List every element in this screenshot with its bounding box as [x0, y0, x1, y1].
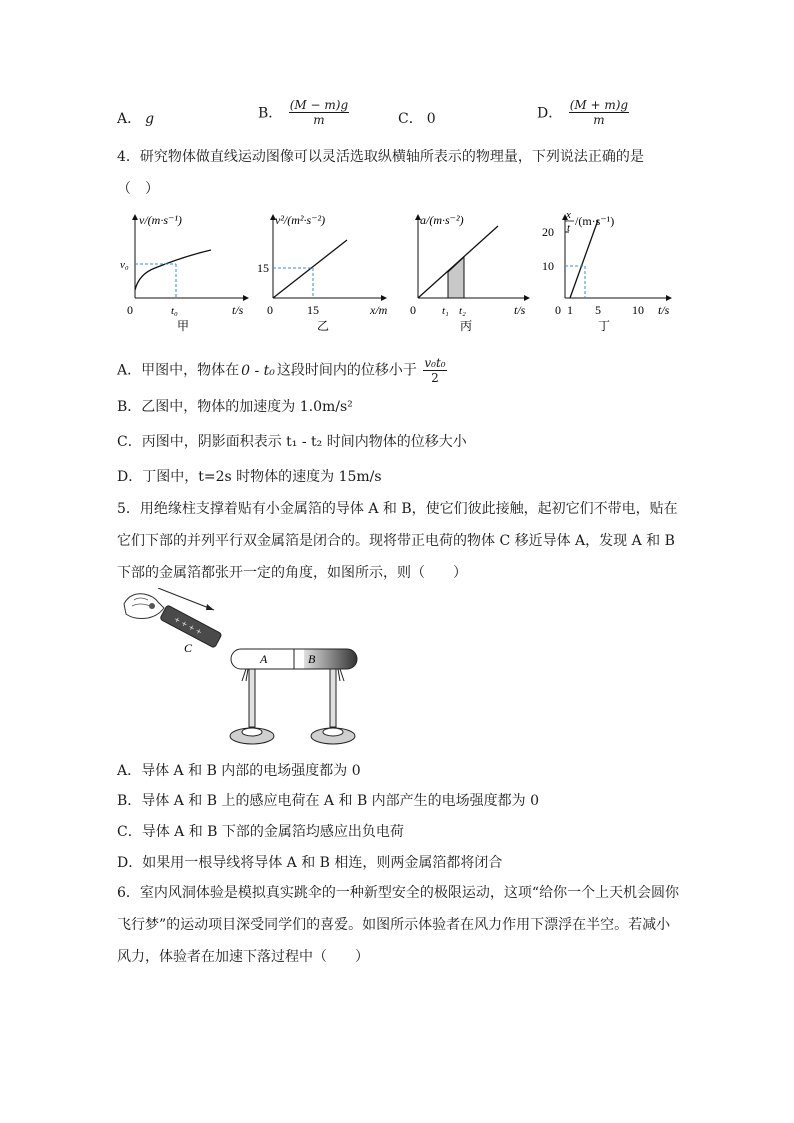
- graph-ding: [540, 208, 680, 338]
- q6-stem-line-2: 飞行梦”的运动项目深受同学们的喜爱。如图所示体验者在风力作用下漂浮在半空。若减小: [117, 917, 671, 933]
- jia-origin: 0: [127, 303, 133, 317]
- ding-caption: 丁: [598, 319, 611, 333]
- yi-xval: 15: [307, 303, 319, 317]
- q5-option-c: C．导体 A 和 B 下部的金属箔均感应出负电荷: [117, 824, 404, 840]
- label-a: A: [260, 652, 268, 666]
- ding-x10: 10: [632, 303, 644, 317]
- q6-stem-line-1: 6．室内风洞体验是模拟真实跳伞的一种新型安全的极限运动，这项“给你一个上天机会圆你: [117, 885, 680, 901]
- label-c: C: [184, 641, 193, 655]
- label-b: B: [308, 652, 316, 666]
- jia-ylabel: v/(m·s⁻¹): [139, 213, 182, 227]
- graph-yi: [255, 208, 400, 338]
- q4-option-a: A．甲图中，物体在 0 - t₀ 这段时间内的位移小于 $\frac{\text{v₀t₀}}{2}$: [117, 356, 446, 385]
- q4-option-b: B．乙图中，物体的加速度为 1.0m/s²: [117, 399, 353, 415]
- bing-ylabel: a/(m·s⁻²): [420, 213, 464, 227]
- yi-caption: 乙: [317, 319, 330, 333]
- ding-x1: 1: [567, 303, 573, 317]
- ding-ylabel-num: x: [566, 209, 571, 221]
- ding-ylabel-unit: /(m·s⁻¹): [575, 214, 615, 228]
- q3-option-a: A． g: [117, 111, 155, 127]
- q4-option-c: C．丙图中，阴影面积表示 t₁ - t₂ 时间内物体的位移大小: [117, 434, 467, 450]
- bing-xlabel: t/s: [514, 303, 526, 317]
- ding-y20: 20: [542, 225, 554, 239]
- ding-ylabel-den: t: [567, 222, 571, 234]
- q6-stem-line-3: 风力，体验者在加速下落过程中（ ）: [117, 949, 369, 965]
- q5-figure: [118, 588, 368, 750]
- graph-jia: [115, 208, 255, 338]
- bing-t1: t₁: [442, 305, 449, 317]
- q5-stem-line-1: 5．用绝缘柱支撑着贴有小金属箔的导体 A 和 B，使它们彼此接触，起初它们不带电，贴在: [117, 501, 678, 517]
- ding-y10: 10: [542, 259, 554, 273]
- q4-option-d: D．丁图中，t=2s 时物体的速度为 15m/s: [117, 469, 382, 485]
- q5-option-b: B．导体 A 和 B 上的感应电荷在 A 和 B 内部产生的电场强度都为 0: [117, 793, 540, 809]
- q3-option-c: C． 0: [398, 111, 436, 127]
- bing-origin: 0: [410, 303, 416, 317]
- jia-caption: 甲: [177, 319, 190, 333]
- q4-stem: 4．研究物体做直线运动图像可以灵活选取纵横轴所表示的物理量，下列说法正确的是: [117, 149, 644, 165]
- q5-stem-line-2: 它们下部的并列平行双金属箔是闭合的。现将带正电荷的物体 C 移近导体 A，发现 A 和 B: [117, 533, 675, 549]
- ding-x5: 5: [595, 303, 601, 317]
- q5-option-d: D．如果用一根导线将导体 A 和 B 相连，则两金属箔都将闭合: [117, 855, 503, 871]
- graph-bing: [400, 208, 540, 338]
- yi-origin: 0: [267, 303, 273, 317]
- bing-caption: 丙: [460, 319, 473, 333]
- ding-x0: 0: [555, 303, 561, 317]
- jia-yval: v₀: [120, 259, 129, 271]
- jia-xval: t₀: [171, 305, 178, 317]
- yi-xlabel: x/m: [370, 303, 388, 317]
- jia-xlabel: t/s: [232, 303, 244, 317]
- ding-xlabel: t/s: [658, 303, 670, 317]
- q4-paren: （ ）: [117, 181, 159, 197]
- bing-t2: t₂: [459, 305, 466, 317]
- q3-option-d: D． $\frac{(M + m)g}{m}$: [537, 98, 629, 127]
- q5-stem-line-3: 下部的金属箔都张开一定的角度，如图所示，则（ ）: [117, 565, 467, 581]
- rod-charges: + + + +: [171, 614, 204, 639]
- q5-option-a: A．导体 A 和 B 内部的电场强度都为 0: [117, 763, 361, 779]
- q3-option-b: B． $\frac{(M - m)g}{m}$: [258, 98, 349, 127]
- yi-ylabel: v²/(m²·s⁻²): [275, 213, 326, 227]
- yi-yval: 15: [257, 261, 269, 275]
